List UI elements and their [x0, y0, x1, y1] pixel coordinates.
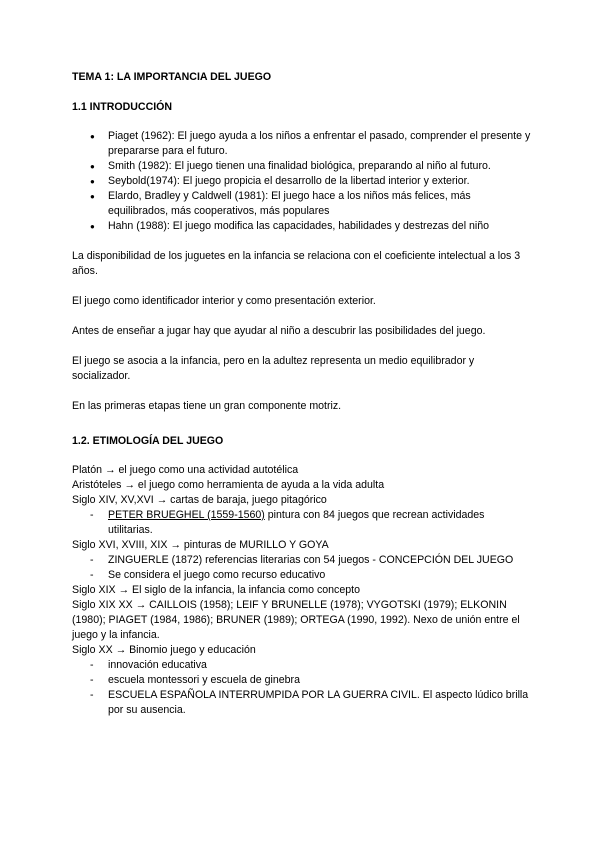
- paragraph: El juego como identificador interior y como presentación exterior.: [72, 295, 376, 307]
- list-item: ● Seybold(1974): El juego propicia el desarrollo de la libertad interior y exterior.: [72, 174, 532, 189]
- text-line-siglo-xvi: Siglo XVI, XVIII, XIX → pinturas de MURILLO Y GOYA: [72, 539, 329, 551]
- paragraph: Antes de enseñar a jugar hay que ayudar al niño a descubrir las posibilidades del juego.: [72, 325, 486, 337]
- list-item: - ESCUELA ESPAÑOLA INTERRUMPIDA POR LA GUERRA CIVIL. El aspecto lúdico brilla por su ausencia.: [72, 688, 532, 718]
- list-item: ● Elardo, Bradley y Caldwell (1981): El juego hace a los niños más felices, más equilibrados, más cooperativos, más populares: [72, 189, 532, 219]
- list-item: [72, 508, 532, 538]
- dash-list-siglo-xx: [72, 658, 532, 718]
- text-line-siglo-xiv: Siglo XIV, XV,XVI → cartas de baraja, juego pitagórico: [72, 494, 327, 506]
- text-line-siglo-xix-xx: Siglo XIX XX → CAILLOIS (1958); LEIF Y BRUNELLE (1978); VYGOTSKI (1979); ELKONIN (1980); PIAGET (1984, 1986); BRUNER (1989); ORTEGA (1990, 1992). Nexo de unión entre el juego y la infancia.: [72, 599, 520, 641]
- dash-list-siglo-xvi: [72, 553, 532, 583]
- list-item: ● Piaget (1962): El juego ayuda a los niños a enfrentar el pasado, comprender el presente y prepararse para el futuro.: [72, 129, 532, 159]
- brueghel-link[interactable]: PETER BRUEGHEL (1559-1560): [108, 509, 265, 521]
- paragraph: La disponibilidad de los juguetes en la infancia se relaciona con el coeficiente intelectual a los 3 años.: [72, 250, 521, 277]
- section-heading-etimologia: 1.2. ETIMOLOGÍA DEL JUEGO: [72, 435, 224, 447]
- list-item: ● Smith (1982): El juego tienen una finalidad biológica, preparando al niño al futuro.: [72, 159, 532, 174]
- list-item: - innovación educativa: [72, 658, 532, 673]
- text-line-siglo-xx: Siglo XX → Binomio juego y educación: [72, 644, 256, 656]
- document-title: TEMA 1: LA IMPORTANCIA DEL JUEGO: [72, 71, 272, 83]
- brueghel-text: pintura con 84 juegos que recrean actividades utilitarias.: [108, 509, 485, 536]
- section-heading-introduccion: 1.1 INTRODUCCIÓN: [72, 101, 173, 113]
- list-item: ● Hahn (1988): El juego modifica las capacidades, habilidades y destrezas del niño: [72, 219, 532, 234]
- text-line-siglo-xix: Siglo XIX → El siglo de la infancia, la infancia como concepto: [72, 584, 360, 596]
- text-line-platon: Platón → el juego como una actividad autotélica: [72, 464, 299, 476]
- paragraph: En las primeras etapas tiene un gran componente motriz.: [72, 400, 342, 412]
- text-line-aristoteles: Aristóteles → el juego como herramienta de ayuda a la vida adulta: [72, 479, 385, 491]
- paragraph: El juego se asocia a la infancia, pero en la adultez representa un medio equilibrador y socializador.: [72, 355, 475, 382]
- author-bullet-list: [72, 129, 532, 234]
- dash-list-siglo-xiv: [72, 508, 532, 538]
- list-item: - escuela montessori y escuela de ginebra: [72, 673, 532, 688]
- document-page: [72, 70, 532, 718]
- list-item: - ZINGUERLE (1872) referencias literarias con 54 juegos - CONCEPCIÓN DEL JUEGO: [72, 553, 532, 568]
- list-item: - Se considera el juego como recurso educativo: [72, 568, 532, 583]
